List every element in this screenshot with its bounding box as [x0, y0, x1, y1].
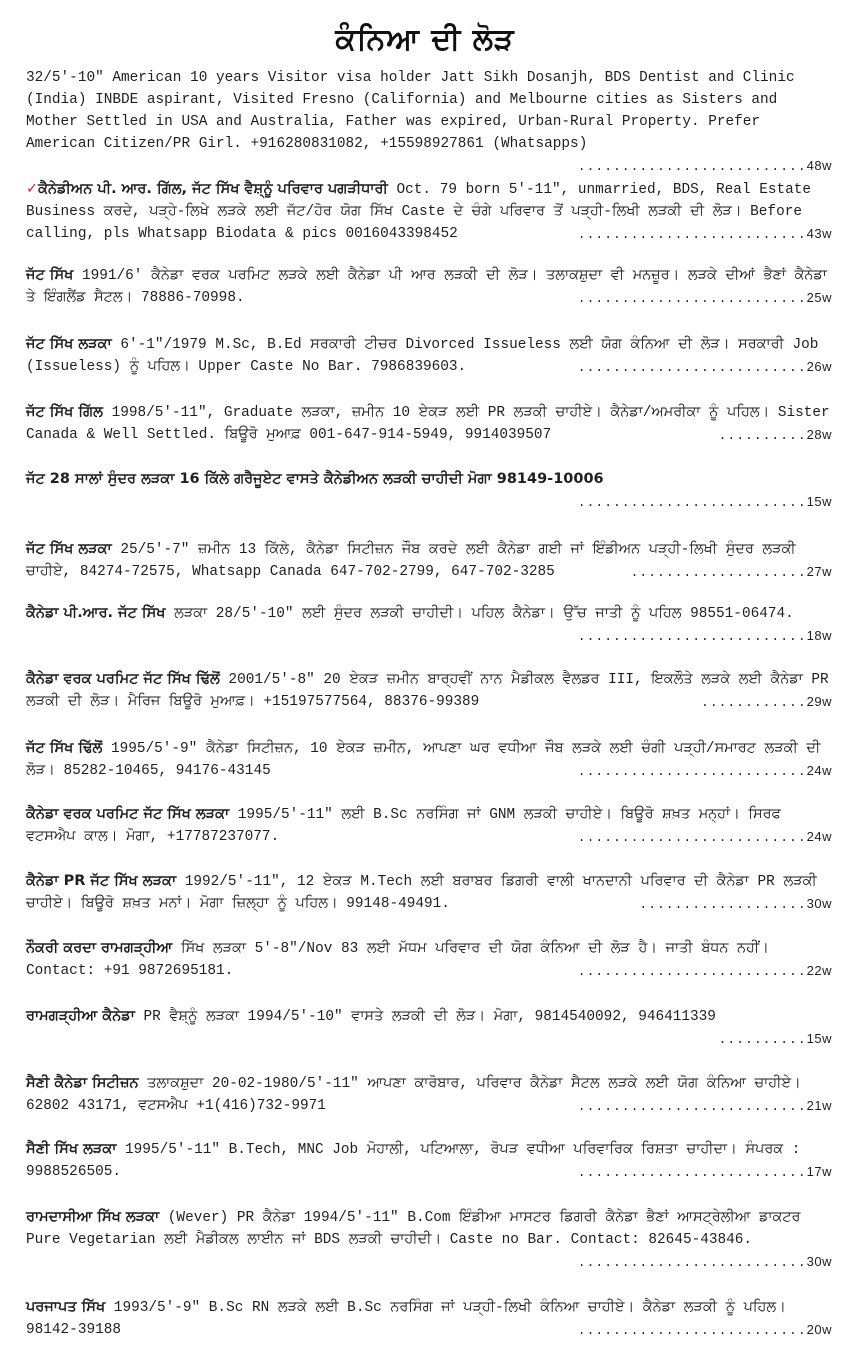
ad-word-count — [578, 223, 832, 246]
ad-dots: .......................... — [577, 159, 807, 174]
ad-text: (Wever) PR ਕੈਨੇਡਾ 1994/5'-11" B.Com ਇੰਡੀਆ ਮਾਸਟਰ ਡਿਗਰੀ ਕੈਨੇਡਾ ਭੈਣਾਂ ਆਸਟ੍ਰੇਲੀਆ ਡਾਕਟਰ Pure Vegetarian ਲਈ ਮੈਡੀਕਲ ਲਾਈਨ ਜਾਂ BDS ਲੜਕੀ ਚਾਹੀਦੀ। Caste no Bar. Contact: 82645-43846. — [26, 1210, 801, 1248]
ad-dots: .......................... — [577, 629, 807, 644]
classified-ad-7 — [26, 538, 832, 584]
ad-text: PR ਵੈਸ਼੍ਨੂੰ ਲੜਕਾ 1994/5'-10" ਵਾਸਤੇ ਲੜਕੀ ਦੀ ਲੋੜ। ਮੋਗਾ, 9814540092, 946411339 — [134, 1009, 716, 1025]
ad-dots: .......................... — [577, 360, 807, 375]
ad-count: 27w — [806, 564, 832, 579]
classified-ad-5 — [26, 401, 832, 447]
ad-lead: ਸੈਣੀ ਕੈਨੇਡਾ ਸਿਟੀਜ਼ਨ — [26, 1075, 139, 1091]
ad-text: ਲੜਕਾ 28/5'-10" ਲਈ ਸੁੰਦਰ ਲੜਕੀ ਚਾਹੀਦੀ। ਪਹਿਲ ਕੈਨੇਡਾ। ਉੱਚ ਜਾਤੀ ਨੂੰ ਪਹਿਲ 98551-06474. — [165, 606, 794, 622]
ad-lead: ਪਰਜਾਪਤ ਸਿੱਖ — [26, 1299, 106, 1315]
ad-dots: .......... — [718, 1032, 807, 1047]
ad-count: 30w — [806, 896, 832, 911]
ad-count: 18w — [806, 628, 832, 643]
classified-ad-16 — [26, 1138, 832, 1184]
classified-ad-2 — [26, 178, 832, 246]
ad-word-count — [578, 960, 832, 983]
classified-ad-18 — [26, 1296, 832, 1342]
ad-text: 1992/5'-11", 12 ਏਕੜ M.Tech ਲਈ ਬਰਾਬਰ ਡਿਗਰੀ ਵਾਲੀ ਖਾਨਦਾਨੀ ਪਰਿਵਾਰ ਦੀ ਕੈਨੇਡਾ PR ਲੜਕੀ ਚਾਹੀਏ। ਬਿਊਰੋ ਸ਼ਖ਼ਤ ਮਨਾਂ। ਮੋਗਾ ਜ਼ਿਲ੍ਹਾ ਨੂੰ ਪਹਿਲ। 99148-49491. — [26, 874, 817, 912]
ad-lead: ਨੌਕਰੀ ਕਰਦਾ ਰਾਮਗੜ੍ਹੀਆ — [26, 940, 173, 956]
ad-dots: .......... — [718, 428, 807, 443]
ad-dots: .......................... — [577, 291, 807, 306]
ad-lead: ਜੱਟ ਸਿੱਖ ਗਿੱਲ — [26, 404, 103, 420]
ad-dots: .......................... — [577, 1323, 807, 1338]
ad-word-count — [578, 760, 832, 783]
classified-ad-11 — [26, 803, 832, 849]
ad-lead: ਸੈਣੀ ਸਿੱਖ ਲੜਕਾ — [26, 1141, 117, 1157]
classified-ad-17 — [26, 1206, 832, 1274]
ad-count: 24w — [806, 763, 832, 778]
ad-word-count — [639, 893, 832, 916]
ad-dots: .......................... — [577, 1165, 807, 1180]
ad-lead: ਜੱਟ ਸਿੱਖ ਲੜਕਾ — [26, 541, 112, 557]
ad-lead: ਜੱਟ ਸਿੱਖ ਲੜਕਾ — [26, 336, 112, 352]
ad-count: 25w — [806, 290, 832, 305]
ad-count: 20w — [806, 1322, 832, 1337]
ad-text: 1998/5'-11", Graduate ਲੜਕਾ, ਜ਼ਮੀਨ 10 ਏਕੜ ਲਈ PR ਲੜਕੀ ਚਾਹੀਏ। ਕੈਨੇਡਾ/ਅਮਰੀਕਾ ਨੂੰ ਪਹਿਲ। Sister Canada & Well Settled. ਬਿਊਰੋ ਮੁਆਫ਼ 001-647-914-5949, 9914039507 — [26, 405, 830, 443]
ad-text: 1995/5'-11" B.Tech, MNC Job ਮੋਹਾਲੀ, ਪਟਿਆਲਾ, ਰੋਪੜ ਵਧੀਆ ਪਰਿਵਾਰਿਕ ਰਿਸ਼ਤਾ ਚਾਹੀਦਾ। ਸੰਪਰਕ : 9988526505. — [26, 1142, 801, 1180]
ad-text: ਸਿੱਖ ਲੜਕਾ 5'-8"/Nov 83 ਲਈ ਮੱਧਮ ਪਰਿਵਾਰ ਦੀ ਯੋਗ ਕੰਨਿਆ ਦੀ ਲੋੜ ਹੈ। ਜਾਤੀ ਬੰਧਨ ਨਹੀਂ। Contact: +91 9872695181. — [26, 941, 769, 979]
ad-lead: ਕੈਨੇਡਾ PR ਜੱਟ ਸਿੱਖ ਲੜਕਾ — [26, 873, 177, 889]
ad-count: 43w — [806, 226, 832, 241]
classified-ad-3 — [26, 264, 832, 310]
ad-word-count — [578, 356, 832, 379]
ad-dots: .......................... — [577, 227, 807, 242]
classified-ad-9 — [26, 668, 832, 714]
ad-count: 15w — [806, 1031, 832, 1046]
ad-text: 32/5'-10" American 10 years Visitor visa holder Jatt Sikh Dosanjh, BDS Dentist and Clinic (India) INBDE aspirant, Visited Fresno (California) and Melbourne cities as Sisters and Mother Settled in USA and Australia, Father was expired, Urban-Rural Property. Prefer American Citizen/PR Girl. +916280831082, +15598927861 (Whatsapps) — [26, 70, 795, 152]
ad-word-count — [578, 625, 832, 648]
ad-lead: ਜੱਟ 28 ਸਾਲਾਂ ਸੁੰਦਰ ਲੜਕਾ 16 ਕਿੱਲੇ ਗਰੈਜੂਏਟ ਵਾਸਤੇ ਕੈਨੇਡੀਅਨ ਲੜਕੀ ਚਾਹੀਦੀ ਮੋਗਾ 98149-10006 — [26, 471, 604, 487]
ad-dots: .......................... — [577, 830, 807, 845]
classified-ad-14 — [26, 1005, 832, 1051]
classified-ad-13 — [26, 937, 832, 983]
ad-dots: .......................... — [577, 495, 807, 510]
ad-count: 48w — [806, 158, 832, 173]
ad-word-count — [578, 1319, 832, 1342]
ad-lead: ਕੈਨੇਡੀਅਨ ਪੀ. ਆਰ. ਗਿੱਲ, ਜੱਟ ਸਿੱਖ ਵੈਸ਼੍ਨੂੰ ਪਰਿਵਾਰ ਪਗੜੀਧਾਰੀ — [38, 181, 388, 197]
ad-count: 29w — [806, 694, 832, 709]
ad-lead: ਰਾਮਗੜ੍ਹੀਆ ਕੈਨੇਡਾ — [26, 1008, 135, 1024]
ad-text: 1995/5'-9" ਕੈਨੇਡਾ ਸਿਟੀਜ਼ਨ, 10 ਏਕੜ ਜ਼ਮੀਨ, ਆਪਣਾ ਘਰ ਵਧੀਆ ਜੌਬ ਲੜਕੇ ਲਈ ਚੰਗੀ ਪੜ੍ਹੀ/ਸਮਾਰਟ ਲੜਕੀ ਦੀ ਲੋੜ। 85282-10465, 94176-43145 — [26, 741, 821, 779]
checkmark-icon: ✓ — [26, 181, 39, 197]
ad-count: 30w — [806, 1254, 832, 1269]
ad-count: 26w — [806, 359, 832, 374]
ad-lead: ਰਾਮਦਾਸੀਆ ਸਿੱਖ ਲੜਕਾ — [26, 1209, 160, 1225]
classified-ad-8 — [26, 602, 832, 648]
classified-ad-12 — [26, 870, 832, 916]
ad-count: 24w — [806, 829, 832, 844]
ad-text: Oct. 79 born 5'-11", unmarried, BDS, Real Estate Business ਕਰਦੇ, ਪੜ੍ਹੇ-ਲਿਖੇ ਲੜਕੇ ਲਈ ਜੱਟ/ਹੋਰ ਯੋਗ ਸਿੱਖ Caste ਦੇ ਚੰਗੇ ਪਰਿਵਾਰ ਤੋਂ ਪੜ੍ਹੀ-ਲਿਖੀ ਲੜਕੀ ਦੀ ਲੋੜ। Before calling, pls Whatsapp Biodata & pics 0016043398452 — [26, 182, 812, 242]
ad-dots: .......................... — [577, 764, 807, 779]
ad-lead: ਕੈਨੇਡਾ ਵਰਕ ਪਰਮਿਟ ਜੱਟ ਸਿੱਖ ਲੜਕਾ — [26, 806, 230, 822]
ad-word-count — [578, 1095, 832, 1118]
ad-count: 21w — [806, 1098, 832, 1113]
ad-word-count — [578, 155, 832, 178]
ad-dots: .......................... — [577, 964, 807, 979]
ad-count: 15w — [806, 494, 832, 509]
ad-dots: ............ — [701, 695, 807, 710]
ad-word-count — [578, 1161, 832, 1184]
classified-ad-10 — [26, 737, 832, 783]
classified-ad-15 — [26, 1072, 832, 1118]
ad-lead: ਜੱਟ ਸਿੱਖ — [26, 267, 74, 283]
ad-dots: ................... — [639, 897, 807, 912]
ad-dots: .......................... — [577, 1099, 807, 1114]
ad-count: 17w — [806, 1164, 832, 1179]
ad-word-count — [36, 1028, 832, 1051]
classified-ad-4 — [26, 333, 832, 379]
classified-ad-6 — [26, 468, 832, 514]
ad-text: ਤਲਾਕਸ਼ੁਦਾ 20-02-1980/5'-11" ਆਪਣਾ ਕਾਰੋਬਾਰ, ਪਰਿਵਾਰ ਕੈਨੇਡਾ ਸੈਟਲ ਲੜਕੇ ਲਈ ਯੋਗ ਕੰਨਿਆ ਚਾਹੀਏ। 62802 43171, ਵਟਸਐਪ +1(416)732-9971 — [26, 1076, 801, 1114]
ad-dots: .......................... — [577, 1255, 807, 1270]
ad-text: 6'-1"/1979 M.Sc, B.Ed ਸਰਕਾਰੀ ਟੀਚਰ Divorced Issueless ਲਈ ਯੋਗ ਕੰਨਿਆ ਦੀ ਲੋੜ। ਸਰਕਾਰੀ Job (Issueless) ਨੂੰ ਪਹਿਲ। Upper Caste No Bar. 7986839603. — [26, 337, 819, 375]
page-title: ਕੰਨਿਆ ਦੀ ਲੋੜ — [335, 22, 515, 57]
ad-word-count — [578, 1251, 832, 1274]
ad-text: 1993/5'-9" B.Sc RN ਲੜਕੇ ਲਈ B.Sc ਨਰਸਿੰਗ ਜਾਂ ਪੜ੍ਹੀ-ਲਿਖੀ ਕੰਨਿਆ ਚਾਹੀਏ। ਕੈਨੇਡਾ ਲੜਕੀ ਨੂੰ ਪਹਿਲ। 98142-39188 — [26, 1300, 786, 1338]
ad-dots: .................... — [630, 565, 807, 580]
ad-lead: ਜੱਟ ਸਿੱਖ ਢਿੱਲੋਂ — [26, 740, 103, 756]
ad-word-count — [578, 826, 832, 849]
ad-word-count — [631, 561, 832, 584]
ad-word-count — [701, 691, 832, 714]
ad-count: 28w — [806, 427, 832, 442]
classified-ad-1 — [26, 66, 832, 178]
ad-lead: ਕੈਨੇਡਾ ਵਰਕ ਪਰਮਿਟ ਜੱਟ ਸਿੱਖ ਢਿੱਲੋਂ — [26, 671, 220, 687]
ad-text: 25/5'-7" ਜ਼ਮੀਨ 13 ਕਿੱਲੇ, ਕੈਨੇਡਾ ਸਿਟੀਜ਼ਨ ਜੌਬ ਕਰਦੇ ਲਈ ਕੈਨੇਡਾ ਗਈ ਜਾਂ ਇੰਡੀਅਨ ਪੜ੍ਹੀ-ਲਿਖੀ ਸੁੰਦਰ ਲੜਕੀ ਚਾਹੀਏ, 84274-72575, Whatsapp Canada 647-702-2799, 647-702-3285 — [26, 542, 796, 580]
ad-word-count — [719, 424, 832, 447]
ad-word-count — [578, 287, 832, 310]
ad-text: 1991/6' ਕੈਨੇਡਾ ਵਰਕ ਪਰਮਿਟ ਲੜਕੇ ਲਈ ਕੈਨੇਡਾ ਪੀ ਆਰ ਲੜਕੀ ਦੀ ਲੋੜ। ਤਲਾਕਸ਼ੁਦਾ ਵੀ ਮਨਜ਼ੂਰ। ਲੜਕੇ ਦੀਆਂ ਭੈਣਾਂ ਕੈਨੇਡਾ ਤੇ ਇੰਗਲੈਂਡ ਸੈਟਲ। 78886-70998. — [26, 268, 827, 306]
ad-word-count — [36, 491, 832, 514]
ad-text: 2001/5'-8" 20 ਏਕੜ ਜ਼ਮੀਨ ਬਾਰ੍ਹਵੀਂ ਨਾਨ ਮੈਡੀਕਲ ਵੈਲਡਰ III, ਇਕਲੌਤੇ ਲੜਕੇ ਲਈ ਕੈਨੇਡਾ PR ਲੜਕੀ ਦੀ ਲੋੜ। ਮੈਰਿਜ ਬਿਊਰੋ ਮੁਆਫ਼। +15197577564, 88376-99389 — [26, 672, 829, 710]
ad-lead: ਕੈਨੇਡਾ ਪੀ.ਆਰ. ਜੱਟ ਸਿੱਖ — [26, 605, 166, 621]
ad-count: 22w — [806, 963, 832, 978]
ad-text: 1995/5'-11" ਲਈ B.Sc ਨਰਸਿੰਗ ਜਾਂ GNM ਲੜਕੀ ਚਾਹੀਏ। ਬਿਊਰੋ ਸ਼ਖ਼ਤ ਮਨ੍ਹਾਂ। ਸਿਰਫ ਵਟਸਐਪ ਕਾਲ। ਮੋਗਾ, +17787237077. — [26, 807, 781, 845]
